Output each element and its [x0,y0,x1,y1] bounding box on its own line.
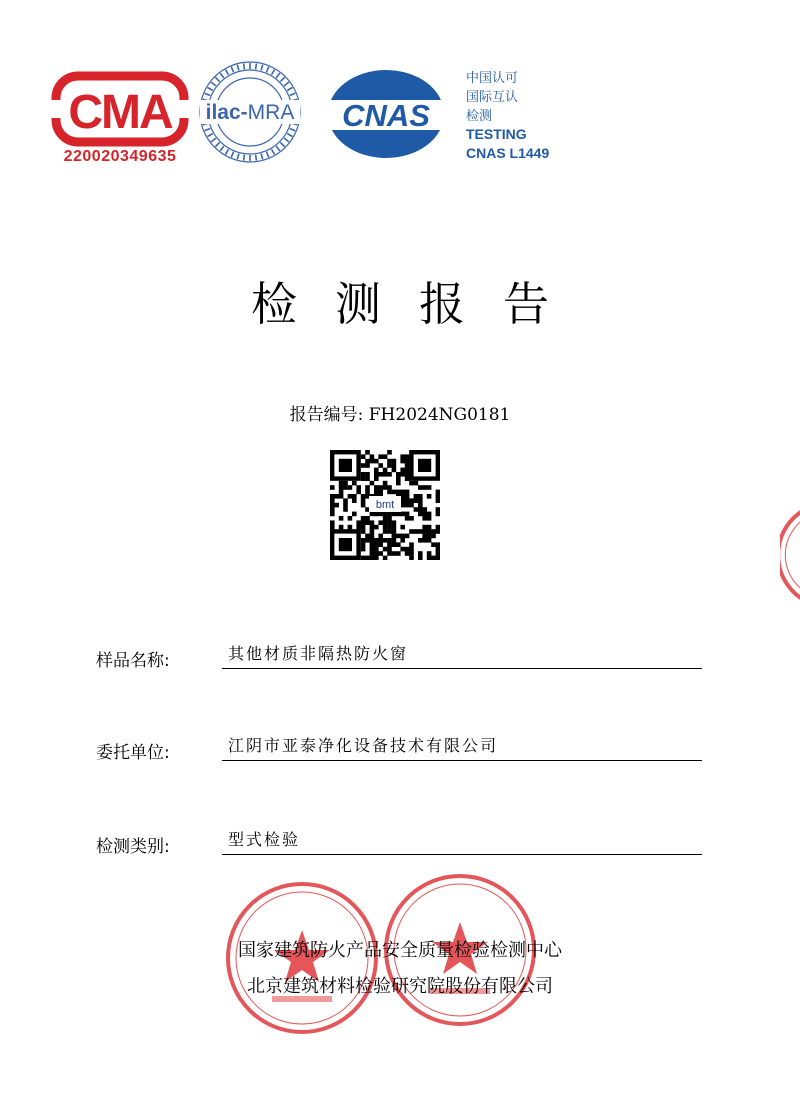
sample-name-label: 样品名称: [96,651,170,671]
issuer-institute: 北京建筑材料检验研究院股份有限公司 [247,976,553,997]
cnas-logo-icon [322,66,450,162]
cnas-accreditation-text [466,68,596,163]
cnas-line: CNAS L1449 [466,145,550,161]
report-title: 检测报告 [251,277,587,331]
issuer-center: 国家建筑防火产品安全质量检验检测中心 [238,940,562,961]
test-category-value: 型式检验 [222,829,702,855]
client-label: 委托单位: [96,743,170,763]
cnas-line: TESTING [466,126,527,142]
cnas-line: 检测 [466,108,493,123]
cnas-line: 中国认可 [466,70,519,85]
sample-name-value: 其他材质非隔热防火窗 [222,643,702,669]
page-edge-stamp-icon [780,500,800,610]
qr-code-icon[interactable] [330,450,440,560]
cnas-line: 国际互认 [466,89,519,104]
client-value: 江阴市亚泰净化设备技术有限公司 [222,735,702,761]
report-number-value: FH2024NG0181 [368,405,511,425]
cma-number: 220020349635 [63,148,177,165]
ilac-mra-logo-icon [196,58,304,166]
svg-text:CNAS: CNAS [342,98,430,133]
test-category-label: 检测类别: [96,837,170,857]
svg-text:CMA: CMA [68,86,172,139]
report-number-label: 报告编号: [289,405,364,425]
qr-center-text: bmt [375,499,395,511]
svg-text:ilac-MRA: ilac-MRA [205,101,295,124]
report-number-row [0,400,800,425]
